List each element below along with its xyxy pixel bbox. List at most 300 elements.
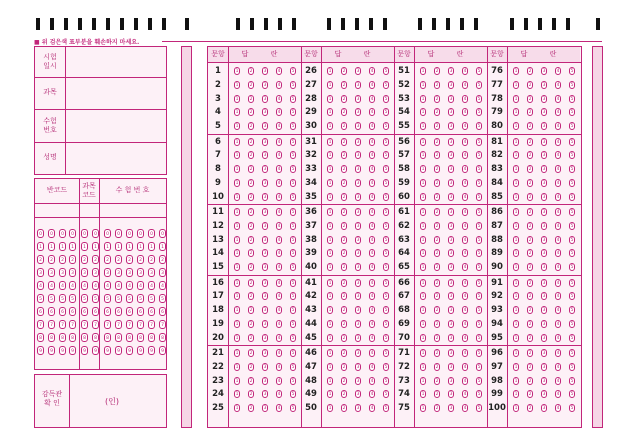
answer-bubble: 4 xyxy=(277,294,281,300)
id-bubble: 6 xyxy=(37,307,44,316)
answer-bubble: 5 xyxy=(384,308,388,314)
header-divider xyxy=(208,62,581,63)
answer-bubble: 4 xyxy=(556,251,560,257)
answer-bubble: 2 xyxy=(342,180,346,186)
answer-bubble: 4 xyxy=(556,265,560,271)
answer-bubble: 4 xyxy=(556,124,560,130)
answer-bubble: 4 xyxy=(463,110,467,116)
answer-bubble: 5 xyxy=(570,82,574,88)
answer-bubble: 4 xyxy=(463,265,467,271)
id-bubble: 4 xyxy=(104,281,111,290)
id-bubble: 3 xyxy=(69,268,76,277)
question-number: 32 xyxy=(305,150,317,161)
answer-bubble: 3 xyxy=(263,180,267,186)
answer-bubble: 4 xyxy=(277,167,281,173)
question-number: 55 xyxy=(398,121,410,132)
answer-bubble: 1 xyxy=(328,96,332,102)
exam-number-header: 수 험 번 호 xyxy=(115,186,150,194)
answer-bubble: 5 xyxy=(291,280,295,286)
answer-bubble: 3 xyxy=(542,308,546,314)
question-number: 83 xyxy=(491,164,503,175)
id-bubble: 4 xyxy=(81,281,88,290)
answer-bubble: 4 xyxy=(556,223,560,229)
id-bubble: 6 xyxy=(126,307,133,316)
answer-bubble: 3 xyxy=(449,96,453,102)
answer-bubble: 5 xyxy=(384,139,388,145)
timing-mark xyxy=(552,18,556,30)
timing-mark xyxy=(278,18,282,30)
answer-bubble: 3 xyxy=(449,82,453,88)
answer-bubble: 2 xyxy=(435,223,439,229)
answer-bubble: 2 xyxy=(528,378,532,384)
answer-bubble: 5 xyxy=(570,139,574,145)
answer-bubble: 3 xyxy=(263,167,267,173)
question-number: 67 xyxy=(398,291,410,302)
answer-bubble: 5 xyxy=(384,82,388,88)
answer-bubble: 3 xyxy=(356,280,360,286)
answer-bubble: 1 xyxy=(421,392,425,398)
answer-bubble: 4 xyxy=(463,335,467,341)
answer-bubble: 2 xyxy=(249,153,253,159)
answer-bubble: 4 xyxy=(277,378,281,384)
answer-bubble: 4 xyxy=(556,139,560,145)
question-number: 29 xyxy=(305,107,317,118)
answer-bubble: 4 xyxy=(370,139,374,145)
answer-bubble: 2 xyxy=(342,294,346,300)
answer-bubble: 2 xyxy=(528,251,532,257)
question-number: 5 xyxy=(215,121,221,132)
question-number: 1 xyxy=(215,66,221,76)
question-number: 53 xyxy=(398,93,410,104)
answer-bubble: 4 xyxy=(556,194,560,200)
answer-bubble: 3 xyxy=(356,406,360,412)
answer-bubble: 5 xyxy=(570,280,574,286)
question-number: 26 xyxy=(305,66,317,76)
answer-bubble: 3 xyxy=(449,335,453,341)
question-number: 28 xyxy=(305,93,317,104)
answer-bubble: 5 xyxy=(477,82,481,88)
id-bubble: 2 xyxy=(48,255,55,264)
answer-bubble: 1 xyxy=(514,82,518,88)
answer-bubble: 3 xyxy=(449,69,453,74)
notice-text: ■ 위 검은색 표부분을 훼손하지 마세요. xyxy=(34,39,140,46)
answer-bubble: 2 xyxy=(249,194,253,200)
answer-bubble: 4 xyxy=(463,82,467,88)
answer-bubble: 2 xyxy=(435,124,439,130)
answer-bubble: 4 xyxy=(463,167,467,173)
answer-bubble: 2 xyxy=(435,378,439,384)
answer-bubble: 1 xyxy=(328,392,332,398)
id-bubble: 1 xyxy=(69,242,76,251)
answer-bubble: 1 xyxy=(514,321,518,327)
answer-bubble: 3 xyxy=(542,69,546,74)
id-bubble: 0 xyxy=(48,229,55,238)
question-number: 60 xyxy=(398,191,410,202)
answer-bubble: 4 xyxy=(556,321,560,327)
answer-bubble: 3 xyxy=(542,294,546,300)
id-bubble: 0 xyxy=(148,229,155,238)
timing-mark xyxy=(292,18,296,30)
answer-bubble: 5 xyxy=(477,378,481,384)
id-bubble: 5 xyxy=(48,294,55,303)
answer-bubble: 5 xyxy=(384,153,388,159)
answer-bubble: 2 xyxy=(342,153,346,159)
question-number: 42 xyxy=(305,291,317,302)
answer-bubble: 5 xyxy=(477,153,481,159)
id-bubble: 9 xyxy=(137,346,144,355)
answer-bubble: 4 xyxy=(463,153,467,159)
timing-mark xyxy=(78,18,82,30)
id-bubble: 7 xyxy=(115,320,122,329)
answer-bubble: 5 xyxy=(384,237,388,243)
answer-bubble: 3 xyxy=(449,321,453,327)
question-number: 16 xyxy=(212,277,224,288)
question-number: 27 xyxy=(305,79,317,90)
answer-bubble: 2 xyxy=(342,96,346,102)
timing-mark xyxy=(524,18,528,30)
question-number: 8 xyxy=(215,164,221,175)
answer-bubble: 2 xyxy=(435,139,439,145)
answer-bubble: 5 xyxy=(477,167,481,173)
answer-bubble: 1 xyxy=(328,194,332,200)
answer-bubble: 1 xyxy=(514,153,518,159)
seal-mark: (인) xyxy=(105,397,119,406)
id-header-bottom xyxy=(35,217,166,218)
id-bubble: 5 xyxy=(159,294,166,303)
timing-mark xyxy=(460,18,464,30)
id-bubble: 3 xyxy=(104,268,111,277)
answer-bubble: 2 xyxy=(342,82,346,88)
answer-bubble: 1 xyxy=(328,335,332,341)
answer-bubble: 2 xyxy=(435,335,439,341)
answer-bubble: 5 xyxy=(570,321,574,327)
answer-bubble: 1 xyxy=(514,124,518,130)
id-col-divider xyxy=(79,179,80,369)
answer-bubble: 1 xyxy=(421,280,425,286)
answer-bubble: 2 xyxy=(249,237,253,243)
answer-bubble: 5 xyxy=(384,210,388,215)
answer-bubble: 2 xyxy=(435,69,439,74)
answer-bubble: 5 xyxy=(570,153,574,159)
answer-bubble: 1 xyxy=(235,280,239,286)
answer-bubble: 3 xyxy=(449,308,453,314)
timing-mark xyxy=(355,18,359,30)
answer-bubble: 3 xyxy=(542,223,546,229)
question-number: 31 xyxy=(305,136,317,147)
answer-bubble: 2 xyxy=(435,96,439,102)
answer-bubble: 2 xyxy=(249,321,253,327)
question-number: 35 xyxy=(305,191,317,202)
answer-bubble: 4 xyxy=(370,364,374,370)
answer-bubble: 1 xyxy=(421,308,425,314)
question-number: 65 xyxy=(398,262,410,273)
answer-bubble: 1 xyxy=(328,124,332,130)
answer-bubble: 2 xyxy=(528,210,532,215)
answer-bubble: 5 xyxy=(291,180,295,186)
answer-bubble: 1 xyxy=(514,265,518,271)
answer-bubble: 3 xyxy=(263,392,267,398)
answer-bubble: 3 xyxy=(542,280,546,286)
id-bubble: 1 xyxy=(59,242,66,251)
answer-bubble: 3 xyxy=(542,335,546,341)
id-bubble: 1 xyxy=(48,242,55,251)
answer-bubble: 3 xyxy=(542,153,546,159)
answer-bubble: 5 xyxy=(384,364,388,370)
answer-bubble: 5 xyxy=(570,364,574,370)
answer-bubble: 2 xyxy=(528,223,532,229)
barcode-header: 반코드 xyxy=(46,186,68,194)
id-bubble: 2 xyxy=(81,255,88,264)
timing-mark xyxy=(250,18,254,30)
id-bubble: 6 xyxy=(137,307,144,316)
id-bubble: 9 xyxy=(148,346,155,355)
answer-bubble: 5 xyxy=(291,237,295,243)
id-bubble: 0 xyxy=(37,229,44,238)
answer-bubble: 5 xyxy=(570,378,574,384)
timing-mark xyxy=(474,18,478,30)
question-number: 75 xyxy=(398,403,410,414)
answer-bubble: 3 xyxy=(356,237,360,243)
answer-bubble: 2 xyxy=(249,124,253,130)
answer-bubble: 2 xyxy=(435,251,439,257)
answer-bubble: 2 xyxy=(435,364,439,370)
answer-bubble: 5 xyxy=(477,139,481,145)
answer-bubble: 5 xyxy=(291,194,295,200)
answer-bubble: 2 xyxy=(249,82,253,88)
timing-mark xyxy=(36,18,40,30)
answer-bubble: 4 xyxy=(277,194,281,200)
answer-bubble: 5 xyxy=(570,124,574,130)
answer-bubble: 5 xyxy=(570,251,574,257)
info-row-divider xyxy=(35,142,166,143)
col-header-num: 문항 xyxy=(487,47,507,62)
answer-bubble: 1 xyxy=(514,335,518,341)
question-number: 77 xyxy=(491,79,503,90)
question-number: 74 xyxy=(398,389,410,400)
answer-bubble: 2 xyxy=(435,82,439,88)
question-number: 92 xyxy=(491,291,503,302)
answer-bubble: 3 xyxy=(542,392,546,398)
answer-bubble: 1 xyxy=(328,237,332,243)
question-number: 54 xyxy=(398,107,410,118)
timing-mark xyxy=(134,18,138,30)
id-bubble: 3 xyxy=(115,268,122,277)
answer-bubble: 5 xyxy=(384,194,388,200)
id-bubble: 2 xyxy=(137,255,144,264)
answer-bubble: 2 xyxy=(342,335,346,341)
answer-bubble: 4 xyxy=(370,335,374,341)
answer-bubble: 1 xyxy=(328,351,332,356)
answer-bubble: 1 xyxy=(235,194,239,200)
answer-bubble: 5 xyxy=(384,69,388,74)
answer-bubble: 4 xyxy=(463,378,467,384)
id-bubble: 0 xyxy=(69,229,76,238)
answer-bubble: 1 xyxy=(235,364,239,370)
answer-bubble: 2 xyxy=(342,265,346,271)
answer-bubble: 5 xyxy=(291,406,295,412)
timing-mark xyxy=(264,18,268,30)
id-bubble: 5 xyxy=(148,294,155,303)
timing-mark xyxy=(148,18,152,30)
answer-bubble: 3 xyxy=(356,69,360,74)
question-number: 48 xyxy=(305,375,317,386)
answer-bubble: 2 xyxy=(249,335,253,341)
id-bubble: 8 xyxy=(148,333,155,342)
id-bubble: 9 xyxy=(92,346,99,355)
id-bubble: 7 xyxy=(92,320,99,329)
id-col-divider xyxy=(99,179,100,369)
question-number: 20 xyxy=(212,332,224,343)
answer-bubble: 4 xyxy=(277,351,281,356)
answer-bubble: 2 xyxy=(528,280,532,286)
timing-mark xyxy=(185,18,189,30)
question-number: 13 xyxy=(212,234,224,245)
answer-bubble: 4 xyxy=(463,139,467,145)
answer-bubble: 3 xyxy=(356,392,360,398)
answer-bubble: 1 xyxy=(328,280,332,286)
answer-bubble: 4 xyxy=(277,406,281,412)
answer-bubble: 1 xyxy=(421,82,425,88)
answer-bubble: 3 xyxy=(542,139,546,145)
answer-bubble: 4 xyxy=(370,406,374,412)
answer-bubble: 5 xyxy=(291,124,295,130)
answer-bubble: 5 xyxy=(570,308,574,314)
answer-bubble: 4 xyxy=(370,210,374,215)
answer-bubble: 3 xyxy=(356,139,360,145)
answer-bubble: 3 xyxy=(542,96,546,102)
answer-bubble: 4 xyxy=(277,265,281,271)
answer-bubble: 4 xyxy=(463,251,467,257)
info-row-divider xyxy=(35,77,166,78)
info-label: 시험 일시 xyxy=(43,53,57,70)
answer-bubble: 4 xyxy=(277,251,281,257)
answer-bubble: 5 xyxy=(477,406,481,412)
answer-bubble: 2 xyxy=(528,124,532,130)
id-bubble: 0 xyxy=(81,229,88,238)
answer-bubble: 1 xyxy=(421,210,425,215)
answer-bubble: 5 xyxy=(477,110,481,116)
answer-bubble: 5 xyxy=(384,167,388,173)
answer-bubble: 2 xyxy=(249,251,253,257)
answer-bubble: 5 xyxy=(291,308,295,314)
answer-bubble: 2 xyxy=(435,167,439,173)
answer-bubble: 5 xyxy=(291,96,295,102)
answer-bubble: 1 xyxy=(235,110,239,116)
question-number: 91 xyxy=(491,277,503,288)
answer-bubble: 4 xyxy=(370,251,374,257)
answer-bubble: 3 xyxy=(449,351,453,356)
question-number: 18 xyxy=(212,305,224,316)
answer-bubble: 1 xyxy=(421,321,425,327)
timing-mark xyxy=(64,18,68,30)
answer-bubble: 3 xyxy=(356,167,360,173)
info-label: 과목 xyxy=(43,88,57,96)
answer-bubble: 1 xyxy=(328,294,332,300)
answer-bubble: 3 xyxy=(542,321,546,327)
answer-bubble: 2 xyxy=(249,167,253,173)
answer-bubble: 2 xyxy=(435,210,439,215)
id-bubble: 9 xyxy=(48,346,55,355)
answer-bubble: 5 xyxy=(477,308,481,314)
id-bubble: 8 xyxy=(81,333,88,342)
answer-bubble: 4 xyxy=(556,406,560,412)
id-bubble: 4 xyxy=(92,281,99,290)
answer-bubble: 2 xyxy=(528,153,532,159)
answer-bubble: 2 xyxy=(342,308,346,314)
timing-mark xyxy=(538,18,542,30)
answer-bubble: 2 xyxy=(528,237,532,243)
answer-bubble: 4 xyxy=(370,194,374,200)
answer-bubble: 3 xyxy=(263,321,267,327)
answer-bubble: 1 xyxy=(328,378,332,384)
id-bubble: 9 xyxy=(159,346,166,355)
answer-bubble: 1 xyxy=(328,180,332,186)
answer-bubble: 5 xyxy=(384,321,388,327)
answer-bubble: 2 xyxy=(342,194,346,200)
answer-bubble: 1 xyxy=(235,82,239,88)
id-bubble: 2 xyxy=(159,255,166,264)
id-bubble: 2 xyxy=(92,255,99,264)
answer-bubble: 5 xyxy=(570,180,574,186)
question-number: 95 xyxy=(491,332,503,343)
answer-bubble: 5 xyxy=(570,351,574,356)
question-number: 63 xyxy=(398,234,410,245)
id-bubble: 6 xyxy=(115,307,122,316)
id-bubble: 2 xyxy=(115,255,122,264)
answer-bubble: 3 xyxy=(263,406,267,412)
answer-bubble: 1 xyxy=(328,110,332,116)
answer-bubble: 1 xyxy=(235,335,239,341)
id-bubble: 5 xyxy=(137,294,144,303)
answer-bubble: 2 xyxy=(435,321,439,327)
answer-bubble: 3 xyxy=(449,110,453,116)
answer-bubble: 1 xyxy=(421,351,425,356)
answer-bubble: 1 xyxy=(235,378,239,384)
answer-bubble: 2 xyxy=(435,180,439,186)
question-number: 23 xyxy=(212,375,224,386)
answer-bubble: 3 xyxy=(449,378,453,384)
answer-bubble: 2 xyxy=(342,280,346,286)
answer-bubble: 1 xyxy=(421,237,425,243)
id-bubble: 4 xyxy=(48,281,55,290)
question-number: 3 xyxy=(215,93,221,104)
id-bubble: 0 xyxy=(137,229,144,238)
answer-bubble: 3 xyxy=(263,223,267,229)
question-number: 22 xyxy=(212,361,224,372)
question-number: 97 xyxy=(491,361,503,372)
question-number: 56 xyxy=(398,136,410,147)
answer-bubble: 2 xyxy=(435,406,439,412)
answer-bubble: 4 xyxy=(463,223,467,229)
id-bubble: 7 xyxy=(81,320,88,329)
answer-bubble: 4 xyxy=(277,308,281,314)
answer-bubble: 1 xyxy=(514,110,518,116)
answer-bubble: 3 xyxy=(542,180,546,186)
id-bubble: 6 xyxy=(148,307,155,316)
answer-bubble: 2 xyxy=(249,364,253,370)
answer-bubble: 1 xyxy=(328,139,332,145)
answer-bubble: 1 xyxy=(235,265,239,271)
question-number: 96 xyxy=(491,348,503,358)
answer-bubble: 1 xyxy=(328,406,332,412)
id-bubble: 3 xyxy=(148,268,155,277)
question-number: 61 xyxy=(398,207,410,217)
answer-bubble: 4 xyxy=(277,223,281,229)
question-number: 62 xyxy=(398,220,410,231)
timing-mark xyxy=(341,18,345,30)
answer-bubble: 3 xyxy=(356,82,360,88)
answer-bubble: 4 xyxy=(277,392,281,398)
